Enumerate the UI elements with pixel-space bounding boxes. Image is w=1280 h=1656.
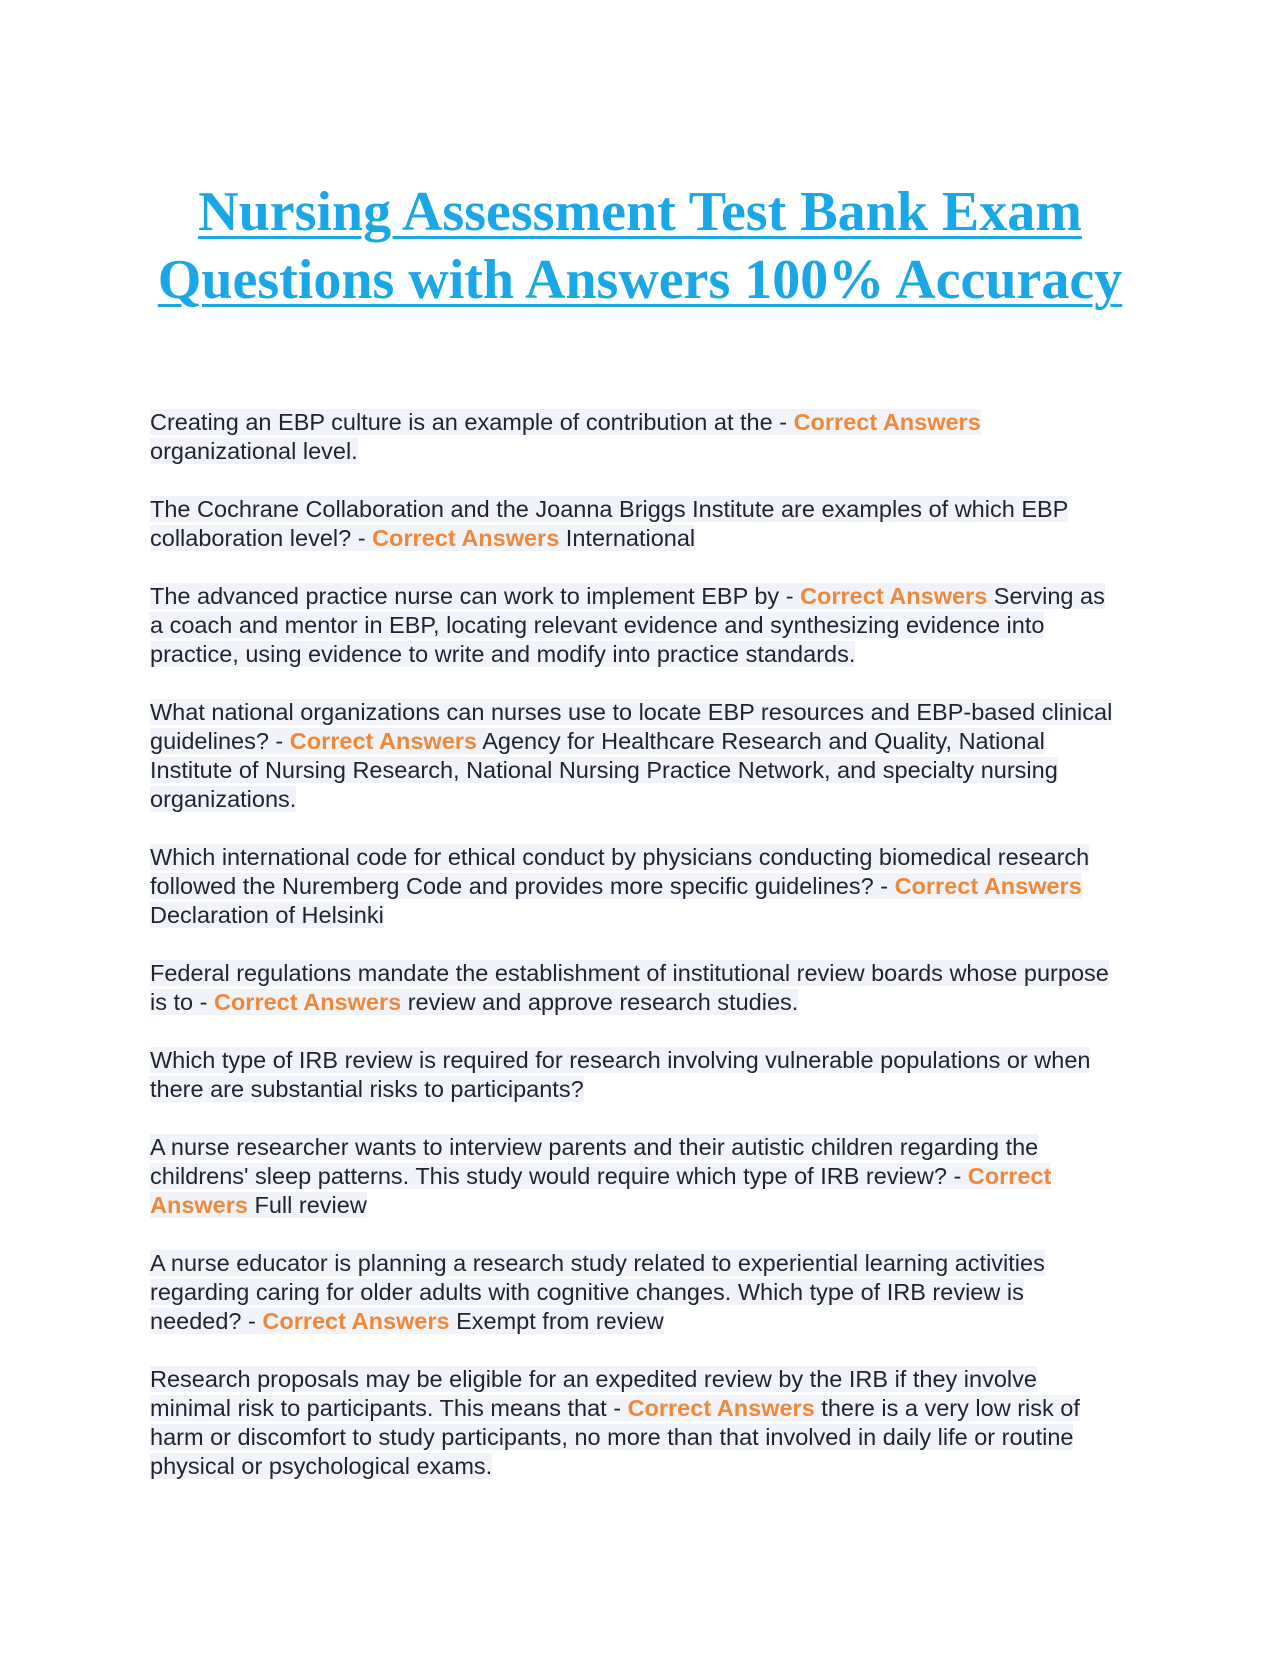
question-text: The advanced practice nurse can work to implement EBP by -	[150, 583, 801, 609]
answer-label: Correct Answers	[262, 1308, 450, 1334]
qa-item	[150, 408, 1120, 466]
document-title: Nursing Assessment Test Bank Exam Questions with Answers 100% Accuracy	[157, 181, 1123, 311]
qa-item	[150, 1133, 1120, 1220]
question-text: What national organizations can nurses use to locate EBP resources and EBP-based clinical guidelines? -	[150, 699, 1113, 754]
question-text: Which international code for ethical conduct by physicians conducting biomedical research followed the Nuremberg Code and provides more specific guidelines? -	[150, 844, 1090, 899]
question-text: The Cochrane Collaboration and the Joanna Briggs Institute are examples of which EBP collaboration level? -	[150, 496, 1068, 551]
answer-label: Correct Answers	[793, 409, 981, 435]
question-text: Which type of IRB review is required for research involving vulnerable populations or when there are substantial risks to participants?	[150, 1047, 1091, 1102]
qa-item	[150, 698, 1120, 814]
qa-item	[150, 582, 1120, 669]
answer-label: Correct Answers	[800, 583, 988, 609]
answer-label: Correct Answers	[150, 1163, 1052, 1218]
answer-text: Declaration of Helsinki	[150, 902, 384, 928]
answer-text: there is a very low risk of harm or discomfort to study participants, no more than that involved in daily life or routine physical or psychological exams.	[150, 1395, 1080, 1479]
question-text: A nurse researcher wants to interview parents and their autistic children regarding the childrens' sleep patterns. This study would require which type of IRB review? -	[150, 1134, 1039, 1189]
qa-item	[150, 959, 1120, 1017]
question-text: A nurse educator is planning a research study related to experiential learning activities regarding caring for older adults with cognitive changes. Which type of IRB review is needed? -	[150, 1250, 1045, 1334]
answer-text: Exempt from review	[449, 1308, 664, 1334]
answer-text: Serving as a coach and mentor in EBP, locating relevant evidence and synthesizing evidence into practice, using evidence to write and modify into practice standards.	[150, 583, 1105, 667]
qa-item	[150, 1365, 1120, 1481]
answer-label: Correct Answers	[627, 1395, 815, 1421]
qa-item	[150, 1249, 1120, 1336]
answer-label: Correct Answers	[213, 989, 402, 1015]
answer-text: International	[559, 525, 696, 551]
qa-list	[150, 408, 1120, 1510]
qa-item	[150, 843, 1120, 930]
answer-label: Correct Answers	[289, 728, 477, 754]
qa-item	[150, 495, 1120, 553]
answer-label: Correct Answers	[894, 873, 1082, 899]
question-text: Research proposals may be eligible for an expedited review by the IRB if they involve minimal risk to participants. This means that -	[150, 1366, 1037, 1421]
question-text: Creating an EBP culture is an example of contribution at the -	[150, 409, 794, 435]
answer-text: Full review	[247, 1192, 367, 1218]
answer-text: Agency for Healthcare Research and Quality, National Institute of Nursing Research, National Nursing Practice Network, and specialty nursing organizations.	[150, 728, 1058, 812]
qa-item	[150, 1046, 1120, 1104]
answer-label: Correct Answers	[372, 525, 560, 551]
question-text: Federal regulations mandate the establishment of institutional review boards whose purpose is to -	[150, 960, 1109, 1015]
answer-text: organizational level.	[150, 438, 358, 464]
answer-text: review and approve research studies.	[401, 989, 799, 1015]
